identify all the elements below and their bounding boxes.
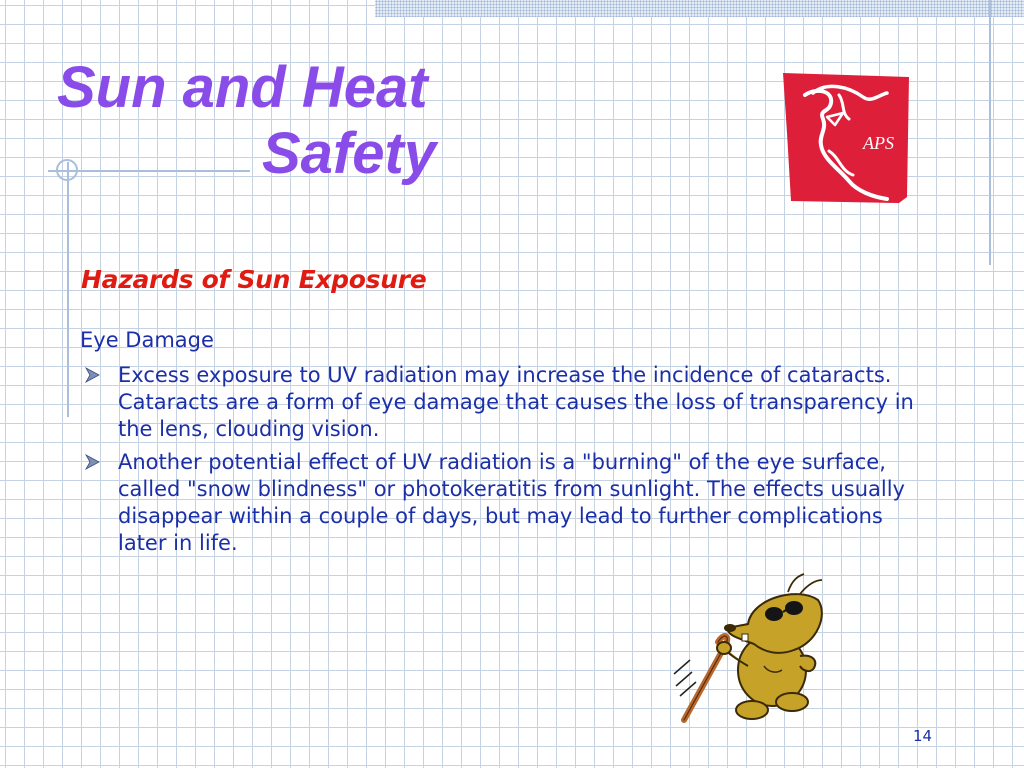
rule-circle-ornament (56, 159, 78, 181)
aps-logo-graphic (783, 73, 913, 205)
bullet-item (80, 449, 930, 557)
slide-title-line-1: Sun and Heat (57, 55, 428, 120)
arrowhead-bullet-icon (84, 367, 100, 383)
slide-title-line-2: Safety (262, 121, 437, 186)
logo-wordmark: APS (863, 133, 894, 153)
bullet-text: Another potential effect of UV radiation is a "burning" of the eye surface, called "snow blindness" or photokeratitis from sunlight. The effects usually disappear within a couple of days, but may lead to further complications later in life. (118, 450, 905, 555)
arrowhead-bullet-icon (84, 454, 100, 470)
slide-subtitle: Hazards of Sun Exposure (81, 265, 427, 294)
mascot-graphic (668, 570, 828, 730)
section-heading: Eye Damage (80, 328, 214, 352)
blind-mole-clipart (668, 570, 828, 730)
header-pattern-strip (375, 0, 1024, 17)
bullet-item (80, 362, 930, 443)
bullet-list (80, 362, 930, 563)
bullet-text: Excess exposure to UV radiation may increase the incidence of cataracts. Cataracts are a form of eye damage that causes the loss of transparency in the lens, clouding vision. (118, 363, 914, 441)
page-number: 14 (913, 727, 933, 745)
decorative-left-rule (67, 162, 69, 417)
title-underline-rule (48, 170, 250, 172)
aps-logo (783, 73, 913, 205)
decorative-vertical-rule (989, 0, 991, 265)
